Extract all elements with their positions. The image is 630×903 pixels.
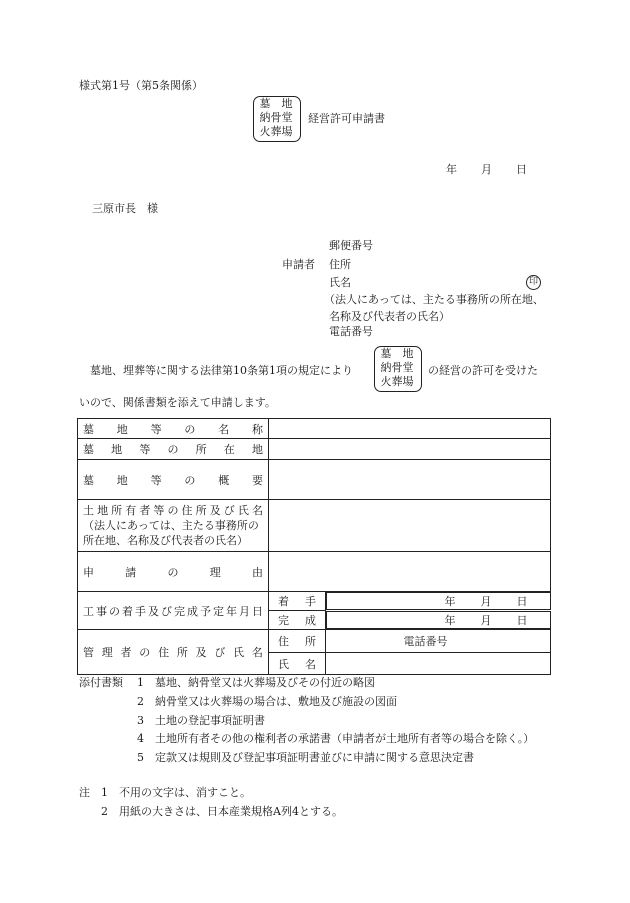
label-char: 完 (174, 604, 185, 618)
name-field[interactable] (269, 419, 551, 439)
label-char: の (167, 565, 179, 579)
label-char: 所 (176, 646, 188, 659)
label-char: 氏 (237, 504, 249, 517)
location-field[interactable] (269, 439, 551, 460)
label-name-text (83, 421, 263, 437)
label-char: 月 (239, 604, 250, 618)
label-char: 名 (251, 646, 263, 659)
label-char: 要 (251, 473, 263, 487)
label-char: 理 (101, 646, 113, 659)
label-char: 者 (139, 504, 151, 517)
label-char: 成 (187, 604, 198, 618)
label-char: 者 (120, 646, 132, 659)
start-date-field[interactable] (326, 592, 551, 610)
label-start-text (274, 593, 320, 609)
title-options (253, 97, 299, 139)
body-text-after: の経営の許可を受けた (428, 364, 538, 377)
label-owner-line2: （法人にあっては、主たる事務所の (83, 519, 259, 532)
date-day: 日 (516, 163, 527, 176)
note-no: 1 (101, 786, 108, 799)
date-year: 年 (446, 163, 457, 176)
label-char: 等 (150, 422, 162, 436)
applicant-label: 申請者 (282, 258, 315, 271)
label-char: 年 (226, 604, 237, 618)
label-char: 管 (83, 646, 94, 659)
label-char: 着 (122, 604, 133, 618)
label-char: 名 (251, 504, 263, 517)
form-number: 様式第1号（第5条関係） (79, 79, 203, 92)
label-char: 在 (223, 443, 235, 456)
label-char: 申 (83, 565, 94, 579)
finish-day-label: 日 (516, 613, 528, 627)
body-option: 納骨堂 (380, 361, 414, 374)
label-char: 及 (209, 504, 221, 517)
label-location-text (83, 441, 263, 457)
body-text-line2: いので、関係書類を添えて申請します。 (79, 396, 276, 409)
label-char: 理 (209, 565, 221, 579)
reason-field[interactable] (269, 552, 551, 592)
seal-mark: 印 (526, 275, 541, 290)
label-char: 地 (251, 443, 263, 456)
label-char: 予 (200, 604, 211, 618)
attachments-heading: 添付書類 (79, 676, 123, 689)
applicant-note-line2: 名称及び代表者の氏名） (329, 310, 450, 323)
label-start (269, 592, 326, 611)
row-schedule-start (78, 592, 551, 611)
manager-address-field[interactable] (326, 630, 551, 653)
label-char: 墓 (83, 422, 94, 436)
label-char: 概 (218, 473, 230, 487)
label-char: の (167, 504, 179, 517)
label-char: の (139, 646, 151, 659)
label-address-text (274, 633, 320, 649)
label-manager-name-text (274, 656, 320, 672)
label-reason (78, 552, 269, 592)
label-char: 工 (83, 604, 94, 618)
title-option: 墓 地 (259, 97, 293, 110)
attachment-no: 2 (137, 695, 144, 708)
label-owner-line1 (83, 503, 263, 518)
label-char: 完 (278, 614, 289, 627)
label-char: び (214, 646, 226, 659)
body-options (374, 347, 420, 389)
finish-year-label: 年 (444, 613, 456, 627)
finish-date-field[interactable] (326, 611, 551, 629)
label-char: 所 (111, 504, 123, 517)
label-char: 手 (305, 595, 316, 608)
label-location (78, 439, 269, 460)
label-char: 有 (125, 504, 137, 517)
applicant-name: 氏名 (329, 276, 351, 289)
application-table (77, 418, 551, 675)
manager-phone-label: 電話番号 (403, 635, 448, 648)
label-char: 氏 (233, 646, 245, 659)
label-char: 墓 (83, 473, 94, 487)
label-char: の (167, 443, 179, 456)
applicant-postal-code: 郵便番号 (329, 239, 373, 252)
title-option: 納骨堂 (259, 111, 293, 124)
label-char: 所 (195, 504, 207, 517)
label-name (78, 419, 269, 439)
document-title: 経営許可申請書 (308, 112, 385, 125)
date-month: 月 (481, 163, 492, 176)
start-day-label: 日 (516, 595, 528, 608)
attachment-no: 4 (137, 732, 144, 745)
row-summary (78, 460, 551, 500)
label-manager (78, 630, 269, 675)
body-option: 火葬場 (380, 375, 414, 388)
label-summary (78, 460, 269, 500)
label-char: の (184, 473, 196, 487)
attachment-text: 墓地、納骨堂又は火葬場及びその付近の略図 (155, 676, 375, 689)
finish-month-label: 月 (480, 613, 492, 627)
label-manager-name (269, 653, 326, 675)
attachment-no: 5 (137, 751, 144, 764)
attachment-text: 納骨堂又は火葬場の場合は、敷地及び施設の図面 (155, 695, 397, 708)
label-finish-text (274, 612, 320, 628)
label-char: 氏 (278, 657, 289, 671)
label-manager-text (83, 644, 263, 660)
label-owner-line3: 所在地、名称及び代表者の氏名） (83, 534, 248, 547)
attachment-text: 土地所有者その他の権利者の承諾書（申請者が土地所有者等の場合を除く。） (155, 732, 535, 745)
body-text-before: 墓地、埋葬等に関する法律第10条第1項の規定により (90, 364, 353, 377)
start-year-label: 年 (444, 595, 456, 608)
applicant-address: 住所 (329, 258, 351, 271)
label-char: 所 (305, 635, 316, 648)
label-schedule-text (83, 603, 263, 619)
label-char: 墓 (83, 443, 94, 456)
body-option: 墓 地 (380, 347, 414, 360)
attachment-no: 3 (137, 714, 144, 727)
label-char: 定 (213, 604, 224, 618)
attachment-text: 定款又は規則及び登記事項証明書並びに申請に関する意思決定書 (155, 751, 474, 764)
label-char: 成 (305, 614, 316, 627)
row-owner (78, 500, 551, 552)
label-char: 住 (158, 646, 170, 659)
label-char: 名 (218, 422, 230, 436)
label-summary-text (83, 472, 263, 488)
label-char: 由 (252, 565, 263, 579)
label-char: 手 (135, 604, 146, 618)
label-reason-text (83, 564, 263, 580)
label-finish (269, 611, 326, 630)
label-char: 地 (116, 473, 128, 487)
label-char: 等 (150, 473, 162, 487)
attachment-text: 土地の登記事項証明書 (155, 714, 265, 727)
label-char: び (161, 604, 172, 618)
label-char: び (223, 504, 235, 517)
attachment-no: 1 (137, 676, 144, 689)
row-reason (78, 552, 551, 592)
label-char: 事 (96, 604, 107, 618)
note-text: 不用の文字は、消すこと。 (119, 786, 251, 799)
label-char: 地 (97, 504, 109, 517)
notes-heading: 注 (79, 786, 90, 799)
start-month-label: 月 (480, 595, 492, 608)
label-char: 所 (195, 443, 207, 456)
manager-name-field[interactable] (326, 653, 551, 675)
label-owner (78, 500, 269, 552)
label-address (269, 630, 326, 653)
label-char: 地 (111, 443, 123, 456)
applicant-phone: 電話番号 (329, 325, 373, 338)
label-char: 日 (252, 604, 263, 618)
label-char: 地 (116, 422, 128, 436)
label-char: の (184, 422, 196, 436)
label-char: 及 (195, 646, 207, 659)
row-manager-address (78, 630, 551, 653)
label-char: 名 (305, 657, 316, 671)
label-char: 等 (153, 504, 165, 517)
label-char: 住 (181, 504, 193, 517)
applicant-note-line1: （法人にあっては、主たる事務所の所在地、 (324, 293, 544, 306)
addressee: 三原市長 様 (92, 202, 158, 215)
label-char: 等 (139, 443, 151, 456)
label-char: 称 (251, 422, 263, 436)
label-char: 住 (278, 635, 289, 648)
label-char: 及 (148, 604, 159, 618)
row-location (78, 439, 551, 460)
label-char: の (109, 604, 120, 618)
label-char: 土 (83, 504, 94, 517)
label-char: 着 (278, 595, 289, 608)
title-option: 火葬場 (259, 125, 293, 138)
note-text: 用紙の大きさは、日本産業規格A列4とする。 (119, 805, 343, 818)
row-name (78, 419, 551, 439)
label-schedule (78, 592, 269, 630)
summary-field[interactable] (269, 460, 551, 500)
note-no: 2 (101, 805, 108, 818)
owner-field[interactable] (269, 500, 551, 552)
label-char: 請 (125, 565, 137, 579)
